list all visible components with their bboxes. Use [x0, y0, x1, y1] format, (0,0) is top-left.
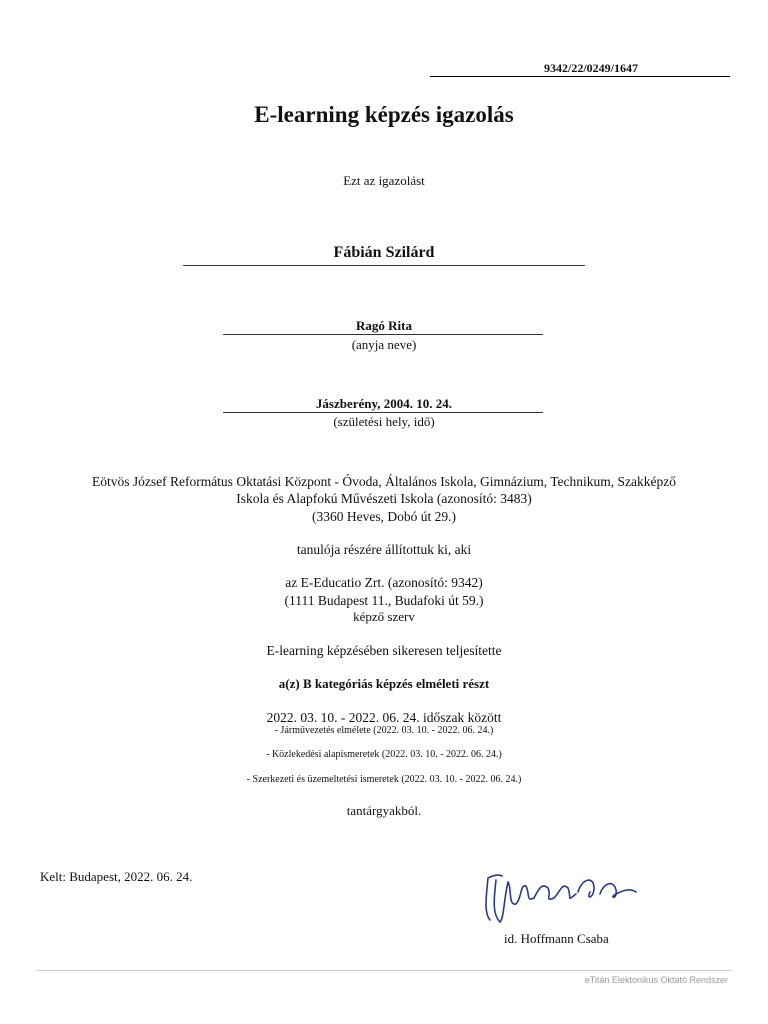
mother-name-label: (anyja neve) — [351, 337, 417, 352]
issued-place-date: Kelt: Budapest, 2022. 06. 24. — [40, 869, 193, 884]
mother-name: Ragó Rita — [356, 318, 412, 333]
page-title: E-learning képzés igazolás — [254, 102, 514, 127]
student-name: Fábián Szilárd — [333, 244, 435, 261]
subject-item: - Járművezetés elmélete (2022. 03. 10. - 2022. 06. 24.) — [274, 725, 494, 736]
provider-label: képző szerv — [353, 609, 415, 624]
issued-text: tanulója részére állítottuk ki, aki — [296, 542, 472, 557]
signatory-name: id. Hoffmann Csaba — [504, 931, 609, 946]
document-number: 9342/22/0249/1647 — [430, 60, 730, 77]
handwritten-signature — [478, 858, 648, 930]
school-name-line2: Iskola és Alapfokú Művészeti Iskola (azonosító: 3483) — [236, 491, 532, 506]
subject-item: - Közlekedési alapismeretek (2022. 03. 10. - 2022. 06. 24.) — [266, 749, 502, 760]
birth-underline — [223, 412, 543, 413]
subjects-suffix: tantárgyakból. — [346, 803, 422, 818]
mother-name-underline — [223, 334, 543, 335]
birth-label: (születési hely, idő) — [333, 414, 435, 429]
provider-name: az E-Educatio Zrt. (azonosító: 9342) — [285, 575, 483, 590]
footer-text: eTitán Elektonikus Oktató Rendszer — [584, 975, 728, 985]
birth-info: Jászberény, 2004. 10. 24. — [315, 396, 453, 411]
school-address: (3360 Heves, Dobó út 29.) — [312, 509, 456, 524]
intro-text: Ezt az igazolást — [343, 173, 425, 188]
course-name: a(z) B kategóriás képzés elméleti részt — [278, 676, 490, 691]
subject-item: - Szerkezeti és üzemeltetési ismeretek (2022. 03. 10. - 2022. 06. 24.) — [246, 774, 522, 785]
provider-address: (1111 Budapest 11., Budafoki út 59.) — [284, 593, 484, 608]
student-name-underline — [183, 265, 585, 266]
footer-divider — [36, 970, 732, 971]
school-name-line1: Eötvös József Református Oktatási Központ - Óvoda, Általános Iskola, Gimnázium, Technikum, Szakképző — [91, 474, 677, 489]
period-text: 2022. 03. 10. - 2022. 06. 24. időszak között — [266, 710, 502, 725]
completed-text: E-learning képzésében sikeresen teljesítette — [266, 643, 502, 658]
